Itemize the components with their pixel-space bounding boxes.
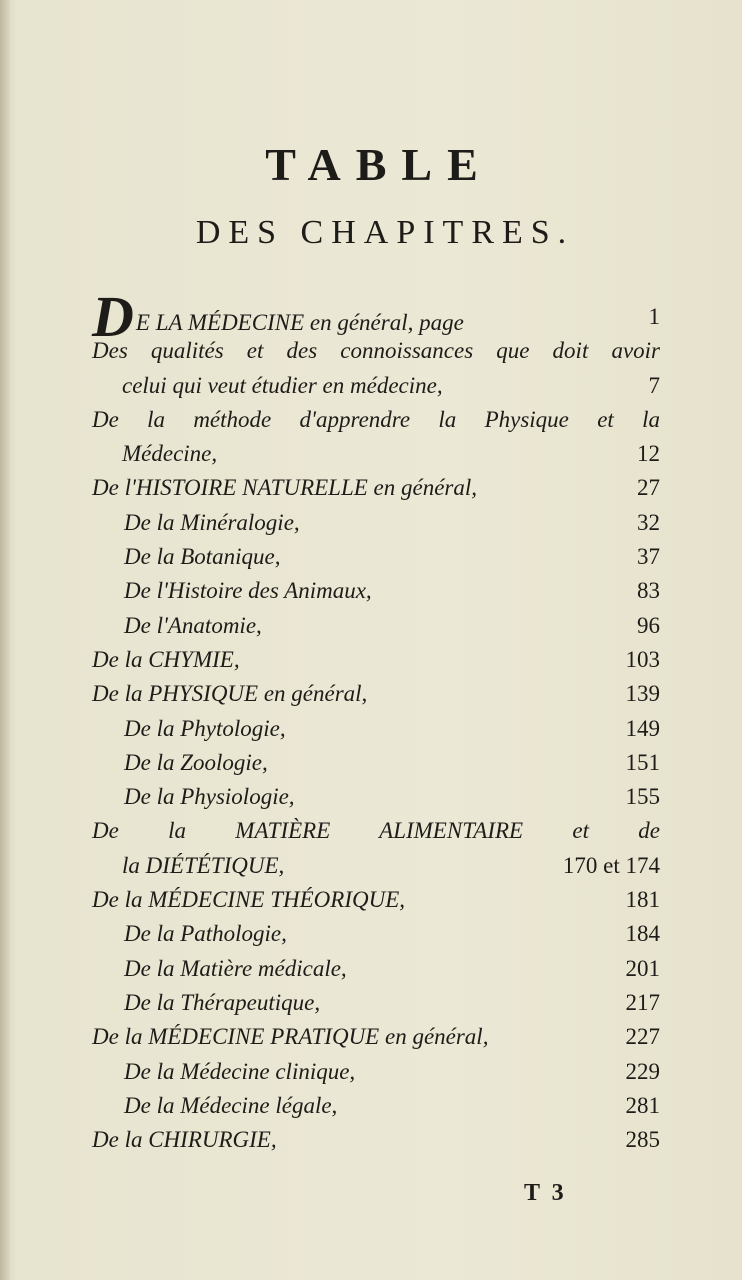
toc-entry-page: 151	[625, 749, 660, 775]
toc-entry-title: De la Minéralogie,	[124, 509, 300, 535]
toc-entry-page: 96	[637, 612, 660, 638]
toc-entry-title: De la Zoologie,	[124, 749, 268, 775]
toc-entry-16	[92, 917, 660, 951]
toc-entry-title: De la CHYMIE,	[92, 646, 240, 672]
toc-entry-14-cont	[92, 849, 660, 883]
toc-entry-title: De la Médecine clinique,	[124, 1058, 356, 1084]
page-subtitle: DES CHAPITRES.	[195, 214, 575, 251]
toc-entry-7	[92, 574, 660, 608]
toc-entry-13	[92, 780, 660, 814]
toc-entry-page: 139	[625, 681, 660, 707]
toc-entry-page: 27	[637, 475, 660, 501]
toc-entry-17	[92, 952, 660, 986]
toc-entry-21	[92, 1089, 660, 1123]
toc-entry-title: De la méthode d'apprendre la Physique et la	[92, 406, 660, 432]
toc-entry-page: 181	[625, 887, 660, 913]
toc-entry-title: celui qui veut étudier en médecine,	[122, 372, 443, 398]
toc-entry-page: 155	[625, 784, 660, 810]
toc-entry-22	[92, 1123, 660, 1157]
toc-entry-title: De la PHYSIQUE en général,	[92, 681, 368, 707]
toc-entry-title: De la MÉDECINE THÉORIQUE,	[92, 887, 406, 913]
toc-entry-8	[92, 609, 660, 643]
toc-entry-title: De la Matière médicale,	[124, 955, 347, 981]
toc-entry-page: 32	[637, 509, 660, 535]
toc-entry-5	[92, 506, 660, 540]
toc-entry-page: 170 et 174	[562, 852, 660, 878]
toc-entry-15	[92, 883, 660, 917]
toc-entry-title: De la Phytologie,	[124, 715, 286, 741]
toc-entry-title: De la Physiologie,	[124, 784, 295, 810]
toc-entry-title: De l'Histoire des Animaux,	[124, 578, 372, 604]
toc-entry-page: 184	[625, 921, 660, 947]
toc-entry-title: De l'Anatomie,	[124, 612, 262, 638]
toc-entry-page: 12	[637, 441, 660, 467]
toc-entry-page: 103	[625, 646, 660, 672]
toc-entry-title: De la Botanique,	[124, 544, 281, 570]
toc-entry-title: De la Thérapeutique,	[124, 989, 321, 1015]
toc-entry-page: 227	[625, 1024, 660, 1050]
toc-entry-title: la DIÉTÉTIQUE,	[122, 852, 285, 878]
toc-entry-title: De la Pathologie,	[124, 921, 287, 947]
toc-entry-6	[92, 540, 660, 574]
toc-entry-2	[92, 334, 660, 368]
toc-entry-page: 37	[637, 544, 660, 570]
toc-entry-12	[92, 746, 660, 780]
toc-entry-page: 1	[648, 304, 660, 329]
drop-cap: D	[92, 284, 134, 349]
toc-entry-page: 83	[637, 578, 660, 604]
toc-entry-page: 7	[648, 372, 660, 398]
toc-entry-4	[92, 471, 660, 505]
page-binding-edge	[0, 0, 10, 1280]
toc-entry-14	[92, 814, 660, 848]
toc-entry-title: De l'HISTOIRE NATURELLE en général,	[92, 475, 478, 501]
page-title: TABLE	[265, 139, 493, 190]
toc-entry-3-cont	[92, 437, 660, 471]
toc-entry-page: 281	[625, 1092, 660, 1118]
toc-entry-20	[92, 1055, 660, 1089]
toc-entry-page: 201	[625, 955, 660, 981]
toc-entry-9	[92, 643, 660, 677]
toc-entry-19	[92, 1020, 660, 1054]
toc-entry-title: De la CHIRURGIE,	[92, 1127, 277, 1153]
toc-entry-11	[92, 712, 660, 746]
toc-entry-title: De la MÉDECINE PRATIQUE en général,	[92, 1024, 489, 1050]
toc-entry-3	[92, 403, 660, 437]
toc-entry-page: 217	[625, 989, 660, 1015]
toc-entry-page: 285	[625, 1127, 660, 1153]
signature-mark: T 3	[524, 1180, 567, 1206]
toc-entry-title: Des qualités et des connoissances que doit avoir	[92, 338, 660, 364]
toc-entry-10	[92, 677, 660, 711]
toc-entry-title: De la MATIÈRE ALIMENTAIRE et de	[92, 818, 660, 844]
toc-entry-page: 149	[625, 715, 660, 741]
toc-entry-title: E LA MÉDECINE en général, page	[135, 310, 464, 335]
toc-entry-1	[92, 284, 660, 349]
toc-entry-title: Médecine,	[122, 441, 218, 467]
toc-entry-title: De la Médecine légale,	[124, 1092, 338, 1118]
toc-entry-page: 229	[625, 1058, 660, 1084]
toc-entry-2-cont	[92, 369, 660, 403]
toc-entry-18	[92, 986, 660, 1020]
table-of-contents	[92, 284, 660, 1157]
